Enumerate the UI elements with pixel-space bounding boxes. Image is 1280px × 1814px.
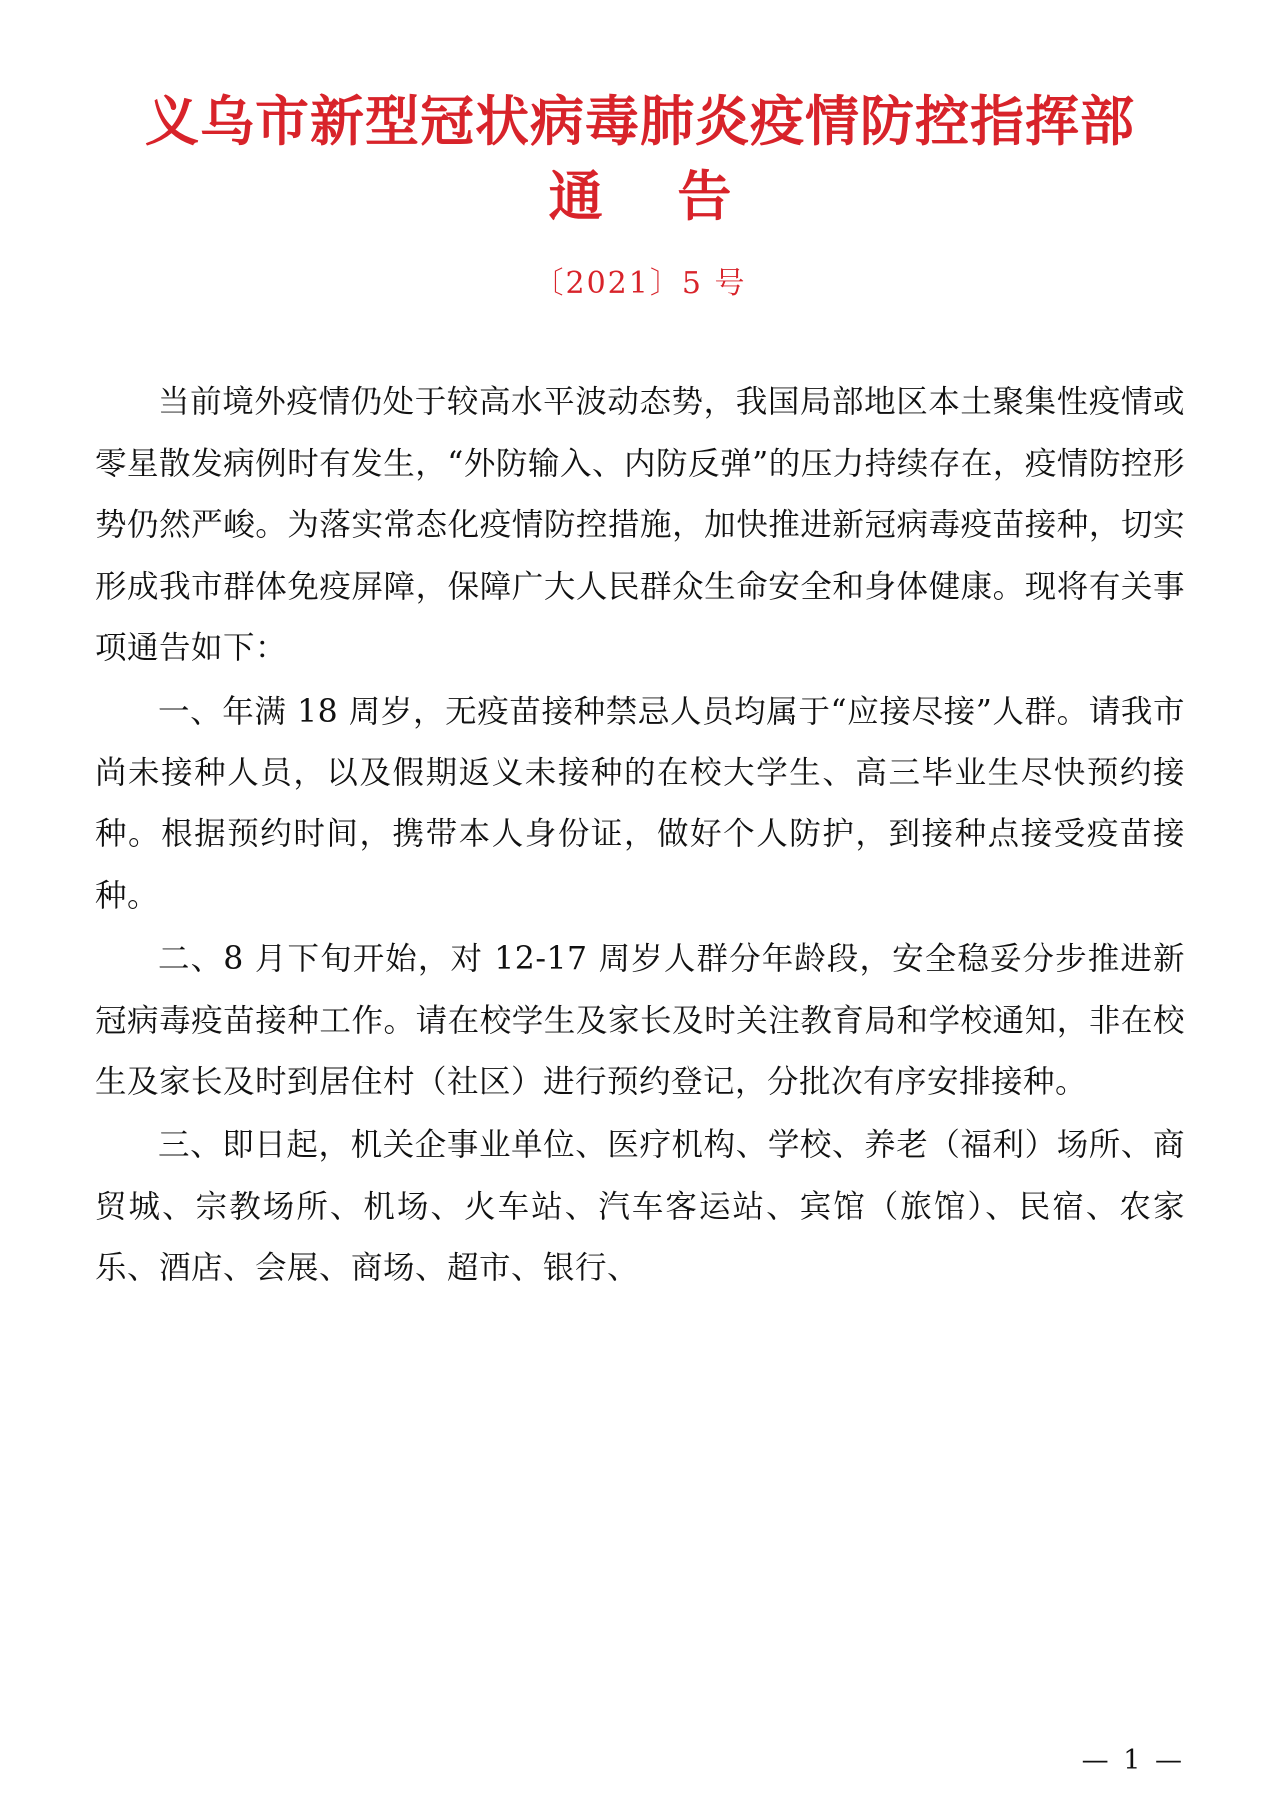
document-title-line1: 义乌市新型冠状病毒肺炎疫情防控指挥部: [145, 89, 1135, 153]
document-number: 〔2021〕5 号: [533, 266, 747, 302]
paragraph-intro: 当前境外疫情仍处于较高水平波动态势，我国局部地区本土聚集性疫情或零星散发病例时有发生，“外防输入、内防反弹”的压力持续存在，疫情防控形势仍然严峻。为落实常态化疫情防控措施，加快推进新冠病毒疫苗接种，切实形成我市群体免疫屏障，保障广大人民群众生命安全和身体健康。现将有关事项通告如下：: [95, 384, 1185, 667]
document-body: [95, 372, 1185, 1299]
paragraph-item-1: 一、年满 18 周岁，无疫苗接种禁忌人员均属于“应接尽接”人群。请我市尚未接种人员，以及假期返义未接种的在校大学生、高三毕业生尽快预约接种。根据预约时间，携带本人身份证，做好个人防护，到接种点接受疫苗接种。: [95, 693, 1185, 914]
page-number: — 1 —: [1081, 1745, 1185, 1776]
paragraph-item-3: 三、即日起，机关企事业单位、医疗机构、学校、养老（福利）场所、商贸城、宗教场所、机场、火车站、汽车客运站、宾馆（旅馆）、民宿、农家乐、酒店、会展、商场、超市、银行、: [95, 1127, 1185, 1287]
document-header: [95, 88, 1185, 302]
paragraph-item-2: 二、8 月下旬开始，对 12-17 周岁人群分年龄段，安全稳妥分步推进新冠病毒疫苗接种工作。请在校学生及家长及时关注教育局和学校通知，非在校生及家长及时到居住村（社区）进行预约登记，分批次有序安排接种。: [95, 941, 1185, 1101]
document-title-line2: 通 告: [548, 163, 760, 228]
